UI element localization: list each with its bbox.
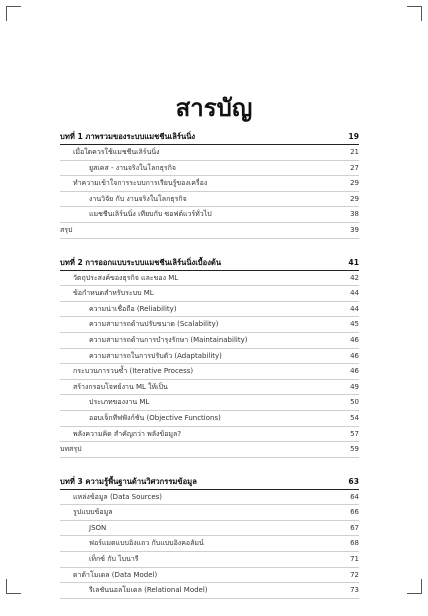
toc-entry-label: บทสรุป <box>60 445 82 454</box>
toc-entry-label: รีเลชันนอลโมเดล (Relational Model) <box>89 586 208 595</box>
toc-entry[interactable] <box>60 207 359 223</box>
page-number: 67 <box>350 523 359 532</box>
page-number: 29 <box>350 194 359 203</box>
page-number: 44 <box>350 304 359 313</box>
toc-entry[interactable] <box>60 490 359 506</box>
page-number: 27 <box>350 163 359 172</box>
page-number: 46 <box>350 367 359 376</box>
page-number: 49 <box>350 382 359 391</box>
chapter-heading[interactable] <box>60 475 359 490</box>
toc-entry[interactable] <box>60 380 359 396</box>
toc-entry[interactable] <box>60 192 359 208</box>
chapter-heading[interactable] <box>60 256 359 271</box>
page-title: สารบัญ <box>175 94 253 122</box>
toc-entry-label: ประเภทของงาน ML <box>89 398 150 407</box>
toc-entry[interactable] <box>60 161 359 177</box>
toc-entry-label: ข้อกำหนดสำหรับระบบ ML <box>73 289 154 298</box>
toc-entry[interactable] <box>60 145 359 161</box>
toc-entry-label: พลังความคิด สำคัญกว่า พลังข้อมูล? <box>73 429 182 438</box>
crop-mark-top-left <box>6 6 21 21</box>
toc-entry-label: กระบวนการวนซ้ำ (Iterative Process) <box>73 367 194 376</box>
toc-entry[interactable] <box>60 223 359 239</box>
toc-entry[interactable] <box>60 349 359 365</box>
chapter-title: บทที่ 1 ภาพรวมของระบบแมชชีนเลิร์นนิ่ง <box>60 132 196 141</box>
toc-entry-label: วัตถุประสงค์ของธุรกิจ และของ ML <box>73 273 179 282</box>
page-number: 71 <box>350 555 359 564</box>
crop-mark-top-right <box>407 6 422 21</box>
crop-mark-bottom-left <box>6 579 21 594</box>
toc-entry-label: ความสามารถด้านการบำรุงรักษา (Maintainability) <box>89 335 248 344</box>
page-number: 73 <box>350 586 359 595</box>
toc-entry[interactable] <box>60 411 359 427</box>
toc-entry-label: ความสามารถในการปรับตัว (Adaptability) <box>89 351 222 360</box>
page-number: 38 <box>350 210 359 219</box>
page-number: 46 <box>350 335 359 344</box>
page-number: 54 <box>350 413 359 422</box>
toc-entry[interactable] <box>60 521 359 537</box>
page-number: 46 <box>350 351 359 360</box>
chapter-2 <box>60 256 359 458</box>
toc-entry[interactable] <box>60 317 359 333</box>
page-number: 21 <box>350 148 359 156</box>
toc-entry[interactable] <box>60 364 359 380</box>
page-number: 63 <box>348 476 359 486</box>
table-of-contents <box>60 130 359 616</box>
page-number: 44 <box>350 289 359 298</box>
toc-entry-label: ฟอร์แมตแบบอิงแถว กับแบบอิงคอลัมน์ <box>89 539 204 548</box>
toc-entry-label: ความสามารถด้านปรับขนาด (Scalability) <box>89 320 219 329</box>
page-number: 59 <box>350 445 359 454</box>
chapter-title: บทที่ 3 ความรู้พื้นฐานด้านวิศวกรรมข้อมูล <box>60 476 197 486</box>
page-number: 50 <box>350 398 359 407</box>
toc-entry-label: ออบเจ็กทีฟฟังก์ชัน (Objective Functions) <box>89 413 221 422</box>
page-number: 39 <box>350 225 359 234</box>
page-number: 45 <box>350 320 359 329</box>
toc-entry-label: แมชชีนเลิร์นนิ่ง เทียบกับ ซอฟต์แวร์ทั่วไป <box>89 210 212 219</box>
chapter-heading[interactable] <box>60 130 359 145</box>
toc-entry[interactable] <box>60 427 359 443</box>
toc-entry-label: JSON <box>89 523 107 532</box>
toc-entry-label: ดาต้าโมเดล (Data Model) <box>73 570 158 579</box>
toc-entry[interactable] <box>60 505 359 521</box>
toc-entry[interactable] <box>60 568 359 584</box>
page-number: 66 <box>350 508 359 517</box>
toc-entry-label: เมื่อใดควรใช้แมชชีนเลิร์นนิ่ง <box>73 148 160 156</box>
toc-entry-label: เท็กซ์ กับ ไบนารี <box>89 555 139 564</box>
page-number: 42 <box>350 273 359 282</box>
toc-entry[interactable] <box>60 395 359 411</box>
page-number: 41 <box>348 257 359 267</box>
page-number: 68 <box>350 539 359 548</box>
toc-entry-label: ทำความเข้าใจการระบบการเรียนรู้ของเครื่อง <box>73 179 208 188</box>
toc-entry[interactable] <box>60 333 359 349</box>
toc-entry-label: ความน่าเชื่อถือ (Reliability) <box>89 304 177 313</box>
toc-entry-label: รูปแบบข้อมูล <box>73 508 113 517</box>
toc-entry[interactable] <box>60 302 359 318</box>
toc-entry[interactable] <box>60 176 359 192</box>
toc-entry[interactable] <box>60 286 359 302</box>
page-number: 57 <box>350 429 359 438</box>
page-number: 19 <box>348 132 359 141</box>
chapter-3 <box>60 475 359 599</box>
page-number: 29 <box>350 179 359 188</box>
toc-entry-label: แหล่งข้อมูล (Data Sources) <box>73 492 163 501</box>
toc-entry-label: สร้างกรอบโจทย์งาน ML ให้เป็น <box>73 382 168 391</box>
crop-mark-bottom-right <box>407 579 422 594</box>
chapter-title: บทที่ 2 การออกแบบระบบแมชชีนเลิร์นนิ่งเบื้องต้น <box>60 257 222 267</box>
toc-entry[interactable] <box>60 442 359 458</box>
toc-entry[interactable] <box>60 552 359 568</box>
toc-entry-label: งานวิจัย กับ งานจริงในโลกธุรกิจ <box>89 194 187 203</box>
toc-entry-label: สรุป <box>60 225 73 234</box>
toc-entry[interactable] <box>60 271 359 287</box>
chapter-1 <box>60 130 359 239</box>
page-number: 72 <box>350 570 359 579</box>
toc-entry-label: ยูสเคส - งานจริงในโลกธุรกิจ <box>89 163 176 172</box>
toc-entry[interactable] <box>60 583 359 599</box>
toc-entry[interactable] <box>60 536 359 552</box>
page-number: 64 <box>350 492 359 501</box>
